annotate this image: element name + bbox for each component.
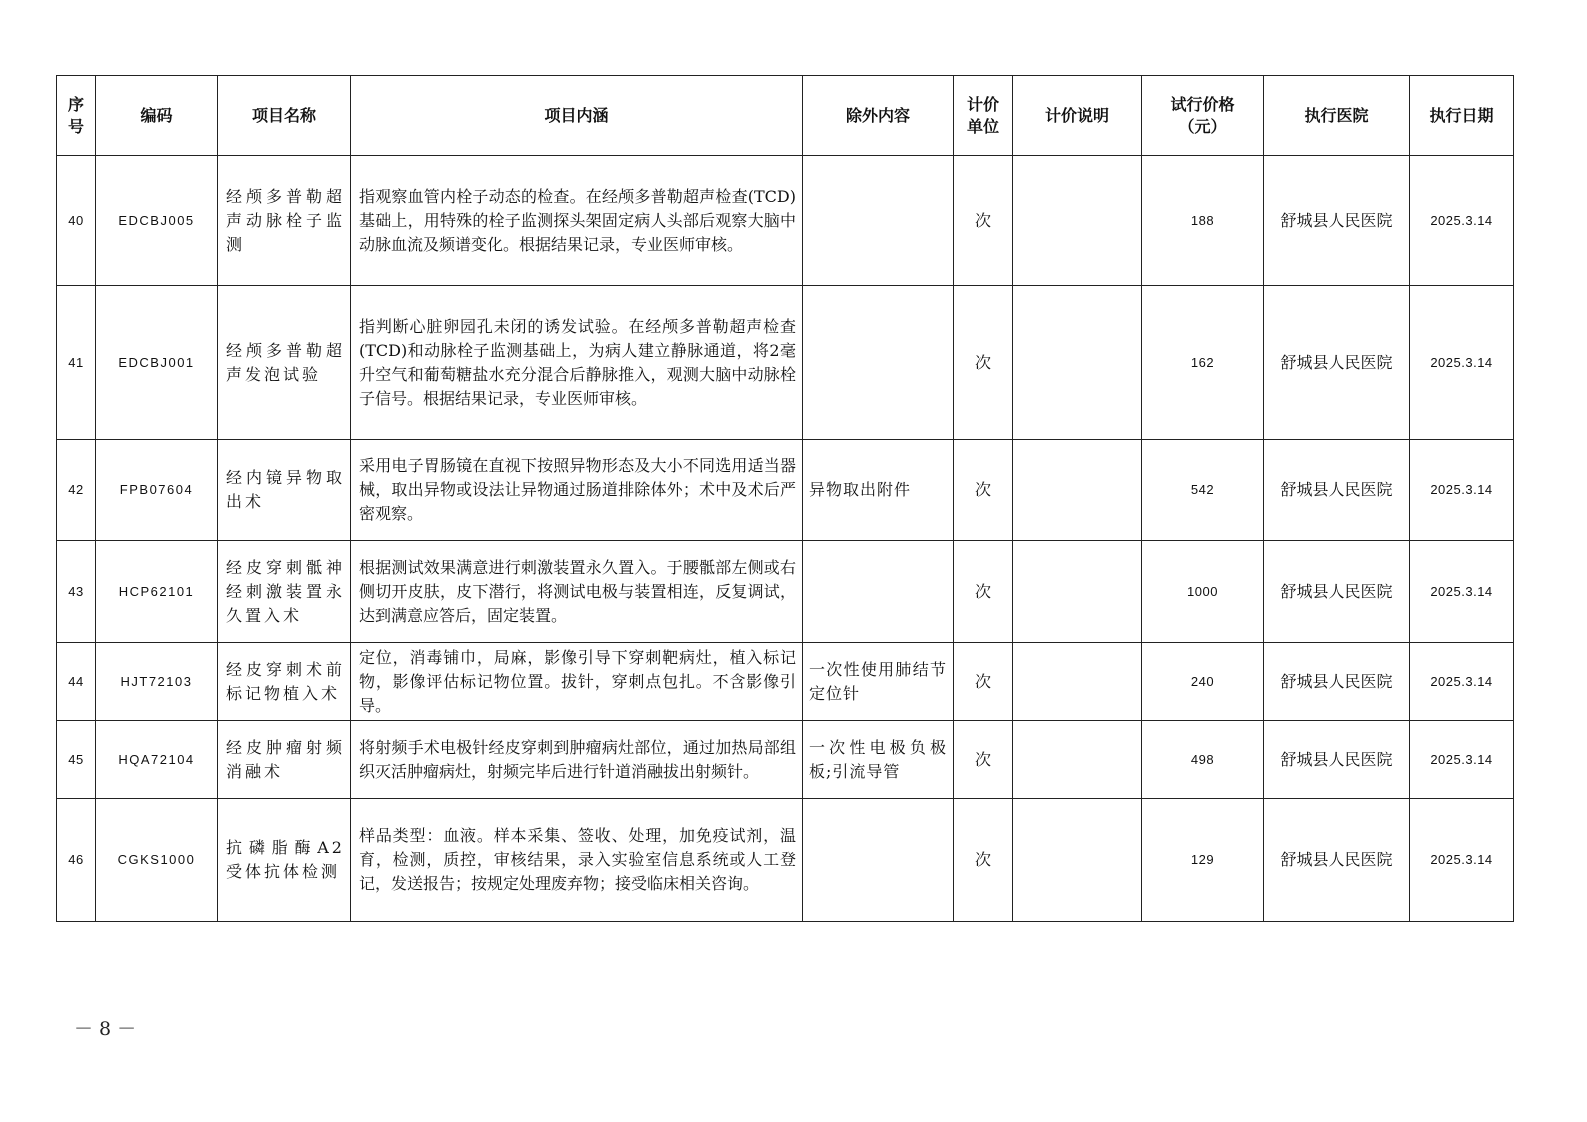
cell-code: FPB07604 [96, 440, 218, 541]
cell-code: CGKS1000 [96, 799, 218, 922]
cell-hospital: 舒城县人民医院 [1264, 541, 1410, 643]
cell-note [1013, 643, 1142, 721]
cell-price: 240 [1142, 643, 1264, 721]
table-body [57, 156, 1514, 922]
cell-note [1013, 541, 1142, 643]
cell-date: 2025.3.14 [1410, 643, 1514, 721]
header-name: 项目名称 [218, 76, 351, 156]
header-unit: 计价单位 [954, 76, 1013, 156]
cell-hospital: 舒城县人民医院 [1264, 286, 1410, 440]
cell-name: 经皮穿刺骶神经刺激装置永久置入术 [218, 541, 351, 643]
cell-price: 1000 [1142, 541, 1264, 643]
cell-content: 样品类型：血液。样本采集、签收、处理，加免疫试剂，温育，检测，质控，审核结果，录入实验室信息系统或人工登记，发送报告；按规定处理废弃物；接受临床相关咨询。 [351, 799, 803, 922]
cell-no: 45 [57, 721, 96, 799]
header-row [57, 76, 1514, 156]
cell-date: 2025.3.14 [1410, 156, 1514, 286]
cell-unit: 次 [954, 799, 1013, 922]
cell-content: 根据测试效果满意进行刺激装置永久置入。于腰骶部左侧或右侧切开皮肤，皮下潜行，将测试电极与装置相连，反复调试，达到满意应答后，固定装置。 [351, 541, 803, 643]
cell-price: 498 [1142, 721, 1264, 799]
header-hospital: 执行医院 [1264, 76, 1410, 156]
cell-hospital: 舒城县人民医院 [1264, 721, 1410, 799]
cell-content: 指观察血管内栓子动态的检查。在经颅多普勒超声检查(TCD)基础上，用特殊的栓子监测探头架固定病人头部后观察大脑中动脉血流及频谱变化。根据结果记录，专业医师审核。 [351, 156, 803, 286]
table-row [57, 440, 1514, 541]
header-note: 计价说明 [1013, 76, 1142, 156]
cell-no: 41 [57, 286, 96, 440]
cell-date: 2025.3.14 [1410, 799, 1514, 922]
cell-note [1013, 799, 1142, 922]
cell-exclude: 异物取出附件 [803, 440, 954, 541]
cell-unit: 次 [954, 643, 1013, 721]
cell-no: 40 [57, 156, 96, 286]
cell-exclude [803, 799, 954, 922]
cell-name: 经颅多普勒超声发泡试验 [218, 286, 351, 440]
cell-content: 采用电子胃肠镜在直视下按照异物形态及大小不同选用适当器械，取出异物或设法让异物通过肠道排除体外；术中及术后严密观察。 [351, 440, 803, 541]
cell-exclude: 一次性电极负极板;引流导管 [803, 721, 954, 799]
header-no: 序号 [57, 76, 96, 156]
table-row [57, 541, 1514, 643]
cell-name: 经内镜异物取出术 [218, 440, 351, 541]
header-code: 编码 [96, 76, 218, 156]
cell-exclude [803, 541, 954, 643]
table-row [57, 286, 1514, 440]
cell-no: 46 [57, 799, 96, 922]
cell-unit: 次 [954, 286, 1013, 440]
cell-unit: 次 [954, 541, 1013, 643]
cell-note [1013, 286, 1142, 440]
cell-date: 2025.3.14 [1410, 286, 1514, 440]
table-row [57, 156, 1514, 286]
cell-date: 2025.3.14 [1410, 541, 1514, 643]
cell-exclude [803, 286, 954, 440]
header-content: 项目内涵 [351, 76, 803, 156]
cell-unit: 次 [954, 156, 1013, 286]
cell-code: EDCBJ005 [96, 156, 218, 286]
cell-name: 经皮穿刺术前标记物植入术 [218, 643, 351, 721]
cell-date: 2025.3.14 [1410, 440, 1514, 541]
cell-hospital: 舒城县人民医院 [1264, 643, 1410, 721]
cell-hospital: 舒城县人民医院 [1264, 799, 1410, 922]
cell-name: 经皮肿瘤射频消融术 [218, 721, 351, 799]
cell-code: HQA72104 [96, 721, 218, 799]
table-row [57, 799, 1514, 922]
cell-note [1013, 156, 1142, 286]
pricing-table [56, 75, 1514, 922]
cell-note [1013, 721, 1142, 799]
cell-no: 43 [57, 541, 96, 643]
cell-exclude: 一次性使用肺结节定位针 [803, 643, 954, 721]
cell-hospital: 舒城县人民医院 [1264, 156, 1410, 286]
cell-name: 抗磷脂酶A2受体抗体检测 [218, 799, 351, 922]
cell-date: 2025.3.14 [1410, 721, 1514, 799]
cell-name: 经颅多普勒超声动脉栓子监测 [218, 156, 351, 286]
cell-no: 44 [57, 643, 96, 721]
header-price: 试行价格（元） [1142, 76, 1264, 156]
cell-unit: 次 [954, 721, 1013, 799]
table-row [57, 721, 1514, 799]
cell-no: 42 [57, 440, 96, 541]
cell-code: HCP62101 [96, 541, 218, 643]
cell-unit: 次 [954, 440, 1013, 541]
cell-hospital: 舒城县人民医院 [1264, 440, 1410, 541]
cell-price: 188 [1142, 156, 1264, 286]
cell-content: 指判断心脏卵园孔未闭的诱发试验。在经颅多普勒超声检查(TCD)和动脉栓子监测基础上，为病人建立静脉通道，将2毫升空气和葡萄糖盐水充分混合后静脉推入，观测大脑中动脉栓子信号。根据结果记录，专业医师审核。 [351, 286, 803, 440]
cell-code: HJT72103 [96, 643, 218, 721]
cell-content: 将射频手术电极针经皮穿刺到肿瘤病灶部位，通过加热局部组织灭活肿瘤病灶，射频完毕后进行针道消融拔出射频针。 [351, 721, 803, 799]
table-row [57, 643, 1514, 721]
cell-note [1013, 440, 1142, 541]
table-header [57, 76, 1514, 156]
cell-content: 定位，消毒铺巾，局麻，影像引导下穿刺靶病灶，植入标记物，影像评估标记物位置。拔针，穿刺点包扎。不含影像引导。 [351, 643, 803, 721]
header-exclude: 除外内容 [803, 76, 954, 156]
cell-exclude [803, 156, 954, 286]
header-date: 执行日期 [1410, 76, 1514, 156]
cell-price: 162 [1142, 286, 1264, 440]
cell-price: 542 [1142, 440, 1264, 541]
page-number: － 8 － [74, 1018, 137, 1040]
cell-price: 129 [1142, 799, 1264, 922]
cell-code: EDCBJ001 [96, 286, 218, 440]
